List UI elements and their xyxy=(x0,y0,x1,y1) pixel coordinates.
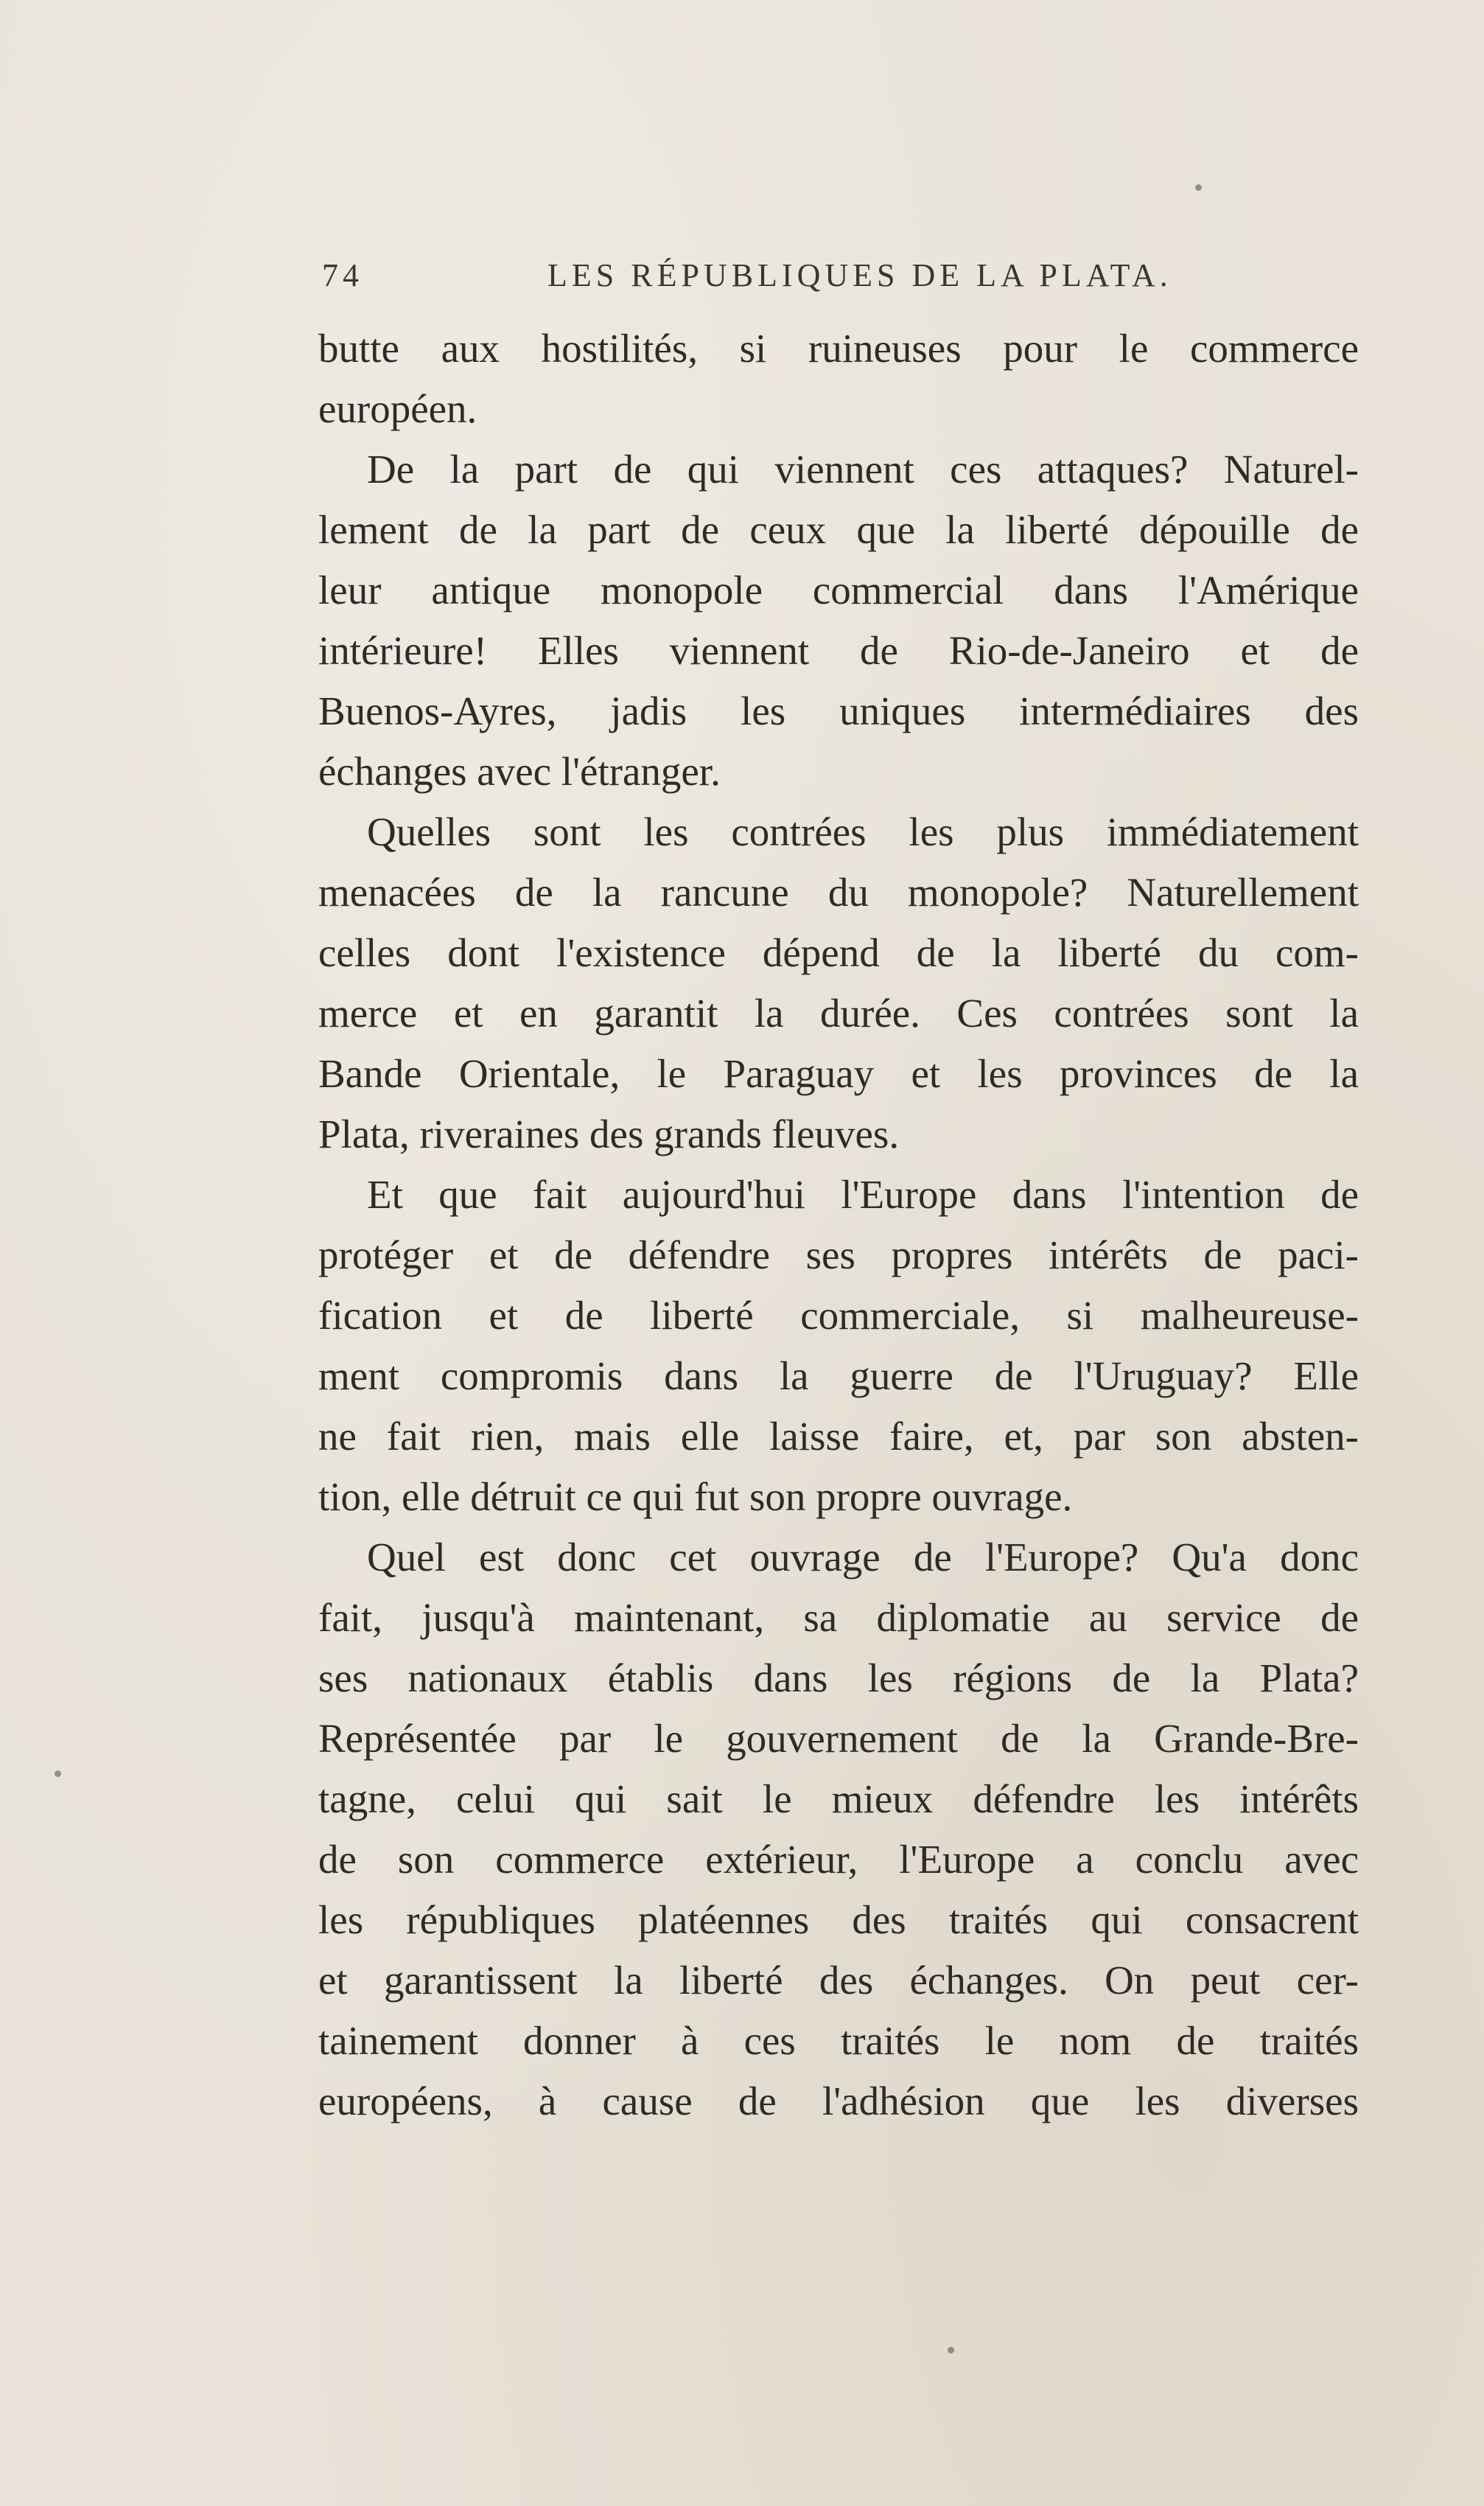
text-line: et garantissent la liberté des échanges. On peut cer- xyxy=(318,1958,1359,2003)
text-line: Quel est donc cet ouvrage de l'Europe? Qu'a donc xyxy=(367,1535,1359,1580)
text-line: Bande Orientale, le Paraguay et les provinces de la xyxy=(318,1051,1359,1096)
running-title: LES RÉPUBLIQUES DE LA PLATA. xyxy=(547,257,1172,293)
text-line: tion, elle détruit ce qui fut son propre ouvrage. xyxy=(318,1474,1073,1519)
text-line: européen. xyxy=(318,386,477,431)
text-line: fait, jusqu'à maintenant, sa diplomatie au service de xyxy=(318,1595,1359,1640)
text-line: Quelles sont les contrées les plus immédiatement xyxy=(367,809,1359,854)
text-line: leur antique monopole commercial dans l'Amérique xyxy=(318,568,1359,612)
text-line: tagne, celui qui sait le mieux défendre les intérêts xyxy=(318,1776,1359,1821)
text-line: butte aux hostilités, si ruineuses pour le commerce xyxy=(318,326,1359,371)
paper-speck xyxy=(1195,184,1202,191)
text-line: protéger et de défendre ses propres intérêts de paci- xyxy=(318,1232,1359,1277)
text-line: Représentée par le gouvernement de la Grande-Bre- xyxy=(318,1716,1359,1761)
text-line: Et que fait aujourd'hui l'Europe dans l'intention de xyxy=(367,1172,1359,1217)
running-head xyxy=(322,256,1361,308)
text-line: ment compromis dans la guerre de l'Uruguay? Elle xyxy=(318,1353,1359,1398)
text-line: merce et en garantit la durée. Ces contrées sont la xyxy=(318,991,1359,1036)
body-text xyxy=(318,318,1359,2132)
text-line: celles dont l'existence dépend de la liberté du com- xyxy=(318,930,1359,975)
text-line: Buenos-Ayres, jadis les uniques intermédiaires des xyxy=(318,688,1359,733)
text-line: fication et de liberté commerciale, si malheureuse- xyxy=(318,1293,1359,1338)
text-line: échanges avec l'étranger. xyxy=(318,749,721,794)
paper-speck xyxy=(55,1770,61,1777)
text-line: de son commerce extérieur, l'Europe a conclu avec xyxy=(318,1837,1359,1882)
text-line: intérieure! Elles viennent de Rio-de-Janeiro et de xyxy=(318,628,1359,673)
text-line: menacées de la rancune du monopole? Naturellement xyxy=(318,870,1359,915)
text-line: De la part de qui viennent ces attaques? Naturel- xyxy=(367,447,1359,492)
text-line: tainement donner à ces traités le nom de traités xyxy=(318,2018,1359,2063)
page-number: 74 xyxy=(322,257,363,293)
text-line: européens, à cause de l'adhésion que les diverses xyxy=(318,2079,1359,2123)
text-line: Plata, riveraines des grands fleuves. xyxy=(318,1111,900,1156)
paper-speck xyxy=(948,2347,954,2353)
text-line: lement de la part de ceux que la liberté dépouille de xyxy=(318,507,1359,552)
text-line: ses nationaux établis dans les régions de la Plata? xyxy=(318,1655,1359,1700)
text-line: les républiques platéennes des traités qui consacrent xyxy=(318,1897,1359,1942)
text-line: ne fait rien, mais elle laisse faire, et, par son absten- xyxy=(318,1414,1359,1459)
